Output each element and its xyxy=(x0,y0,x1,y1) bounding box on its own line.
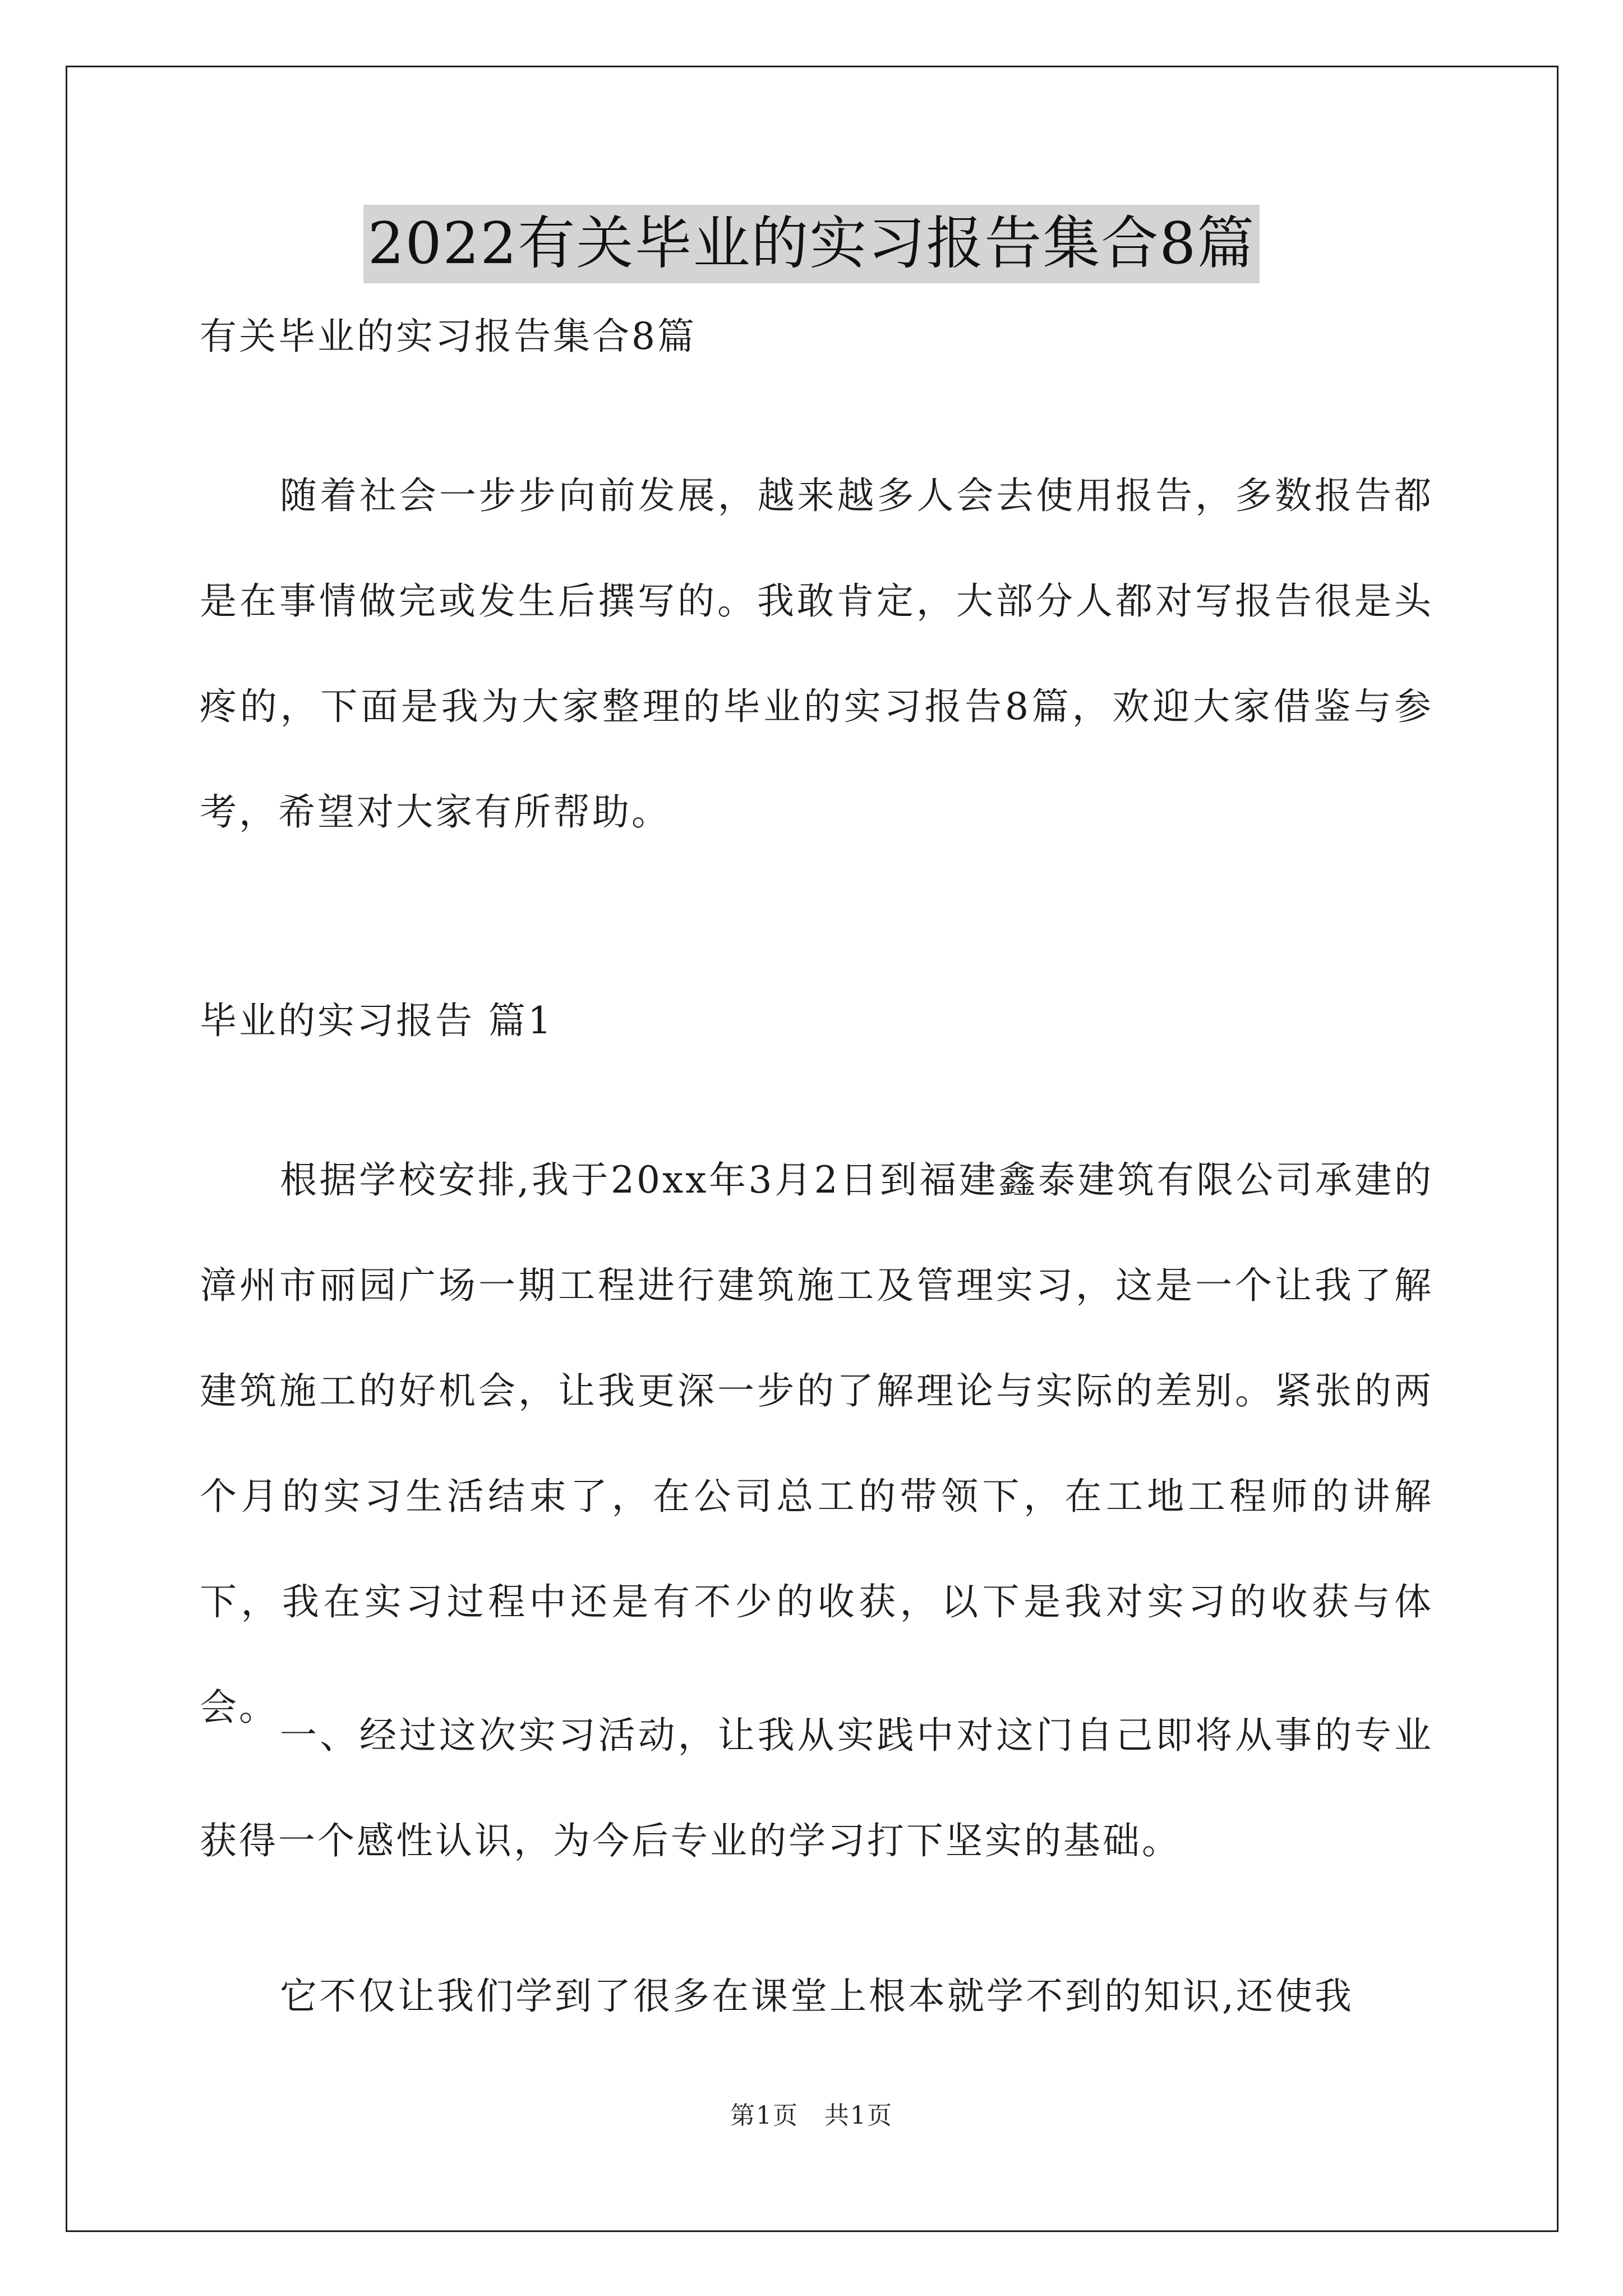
intro-paragraph: 随着社会一步步向前发展，越来越多人会去使用报告，多数报告都是在事情做完或发生后撰写的。我敢肯定，大部分人都对写报告很是头疼的，下面是我为大家整理的毕业的实习报告8篇，欢迎大家借鉴与参考，希望对大家有所帮助。 xyxy=(200,474,1433,834)
title-container xyxy=(0,205,1623,283)
section-heading: 毕业的实习报告 篇1 xyxy=(200,999,554,1042)
document-title: 2022有关毕业的实习报告集合8篇 xyxy=(363,205,1260,283)
document-subtitle: 有关毕业的实习报告集合8篇 xyxy=(200,315,697,358)
body-paragraph: 一、经过这次实习活动，让我从实践中对这门自己即将从事的专业获得一个感性认识，为今后专业的学习打下坚实的基础。 xyxy=(200,1714,1433,1862)
body-paragraph: 它不仅让我们学到了很多在课堂上根本就学不到的知识,还使我 xyxy=(280,1975,1354,2018)
body-paragraph: 根据学校安排,我于20xx年3月2日到福建鑫泰建筑有限公司承建的漳州市丽园广场一期工程进行建筑施工及管理实习，这是一个让我了解建筑施工的好机会，让我更深一步的了解理论与实际的差别。紧张的两个月的实习生活结束了，在公司总工的带领下，在工地工程师的讲解下，我在实习过程中还是有不少的收获，以下是我对实习的收获与体会。 xyxy=(200,1158,1433,1729)
page-footer: 第1页 共1页 xyxy=(730,2101,893,2130)
